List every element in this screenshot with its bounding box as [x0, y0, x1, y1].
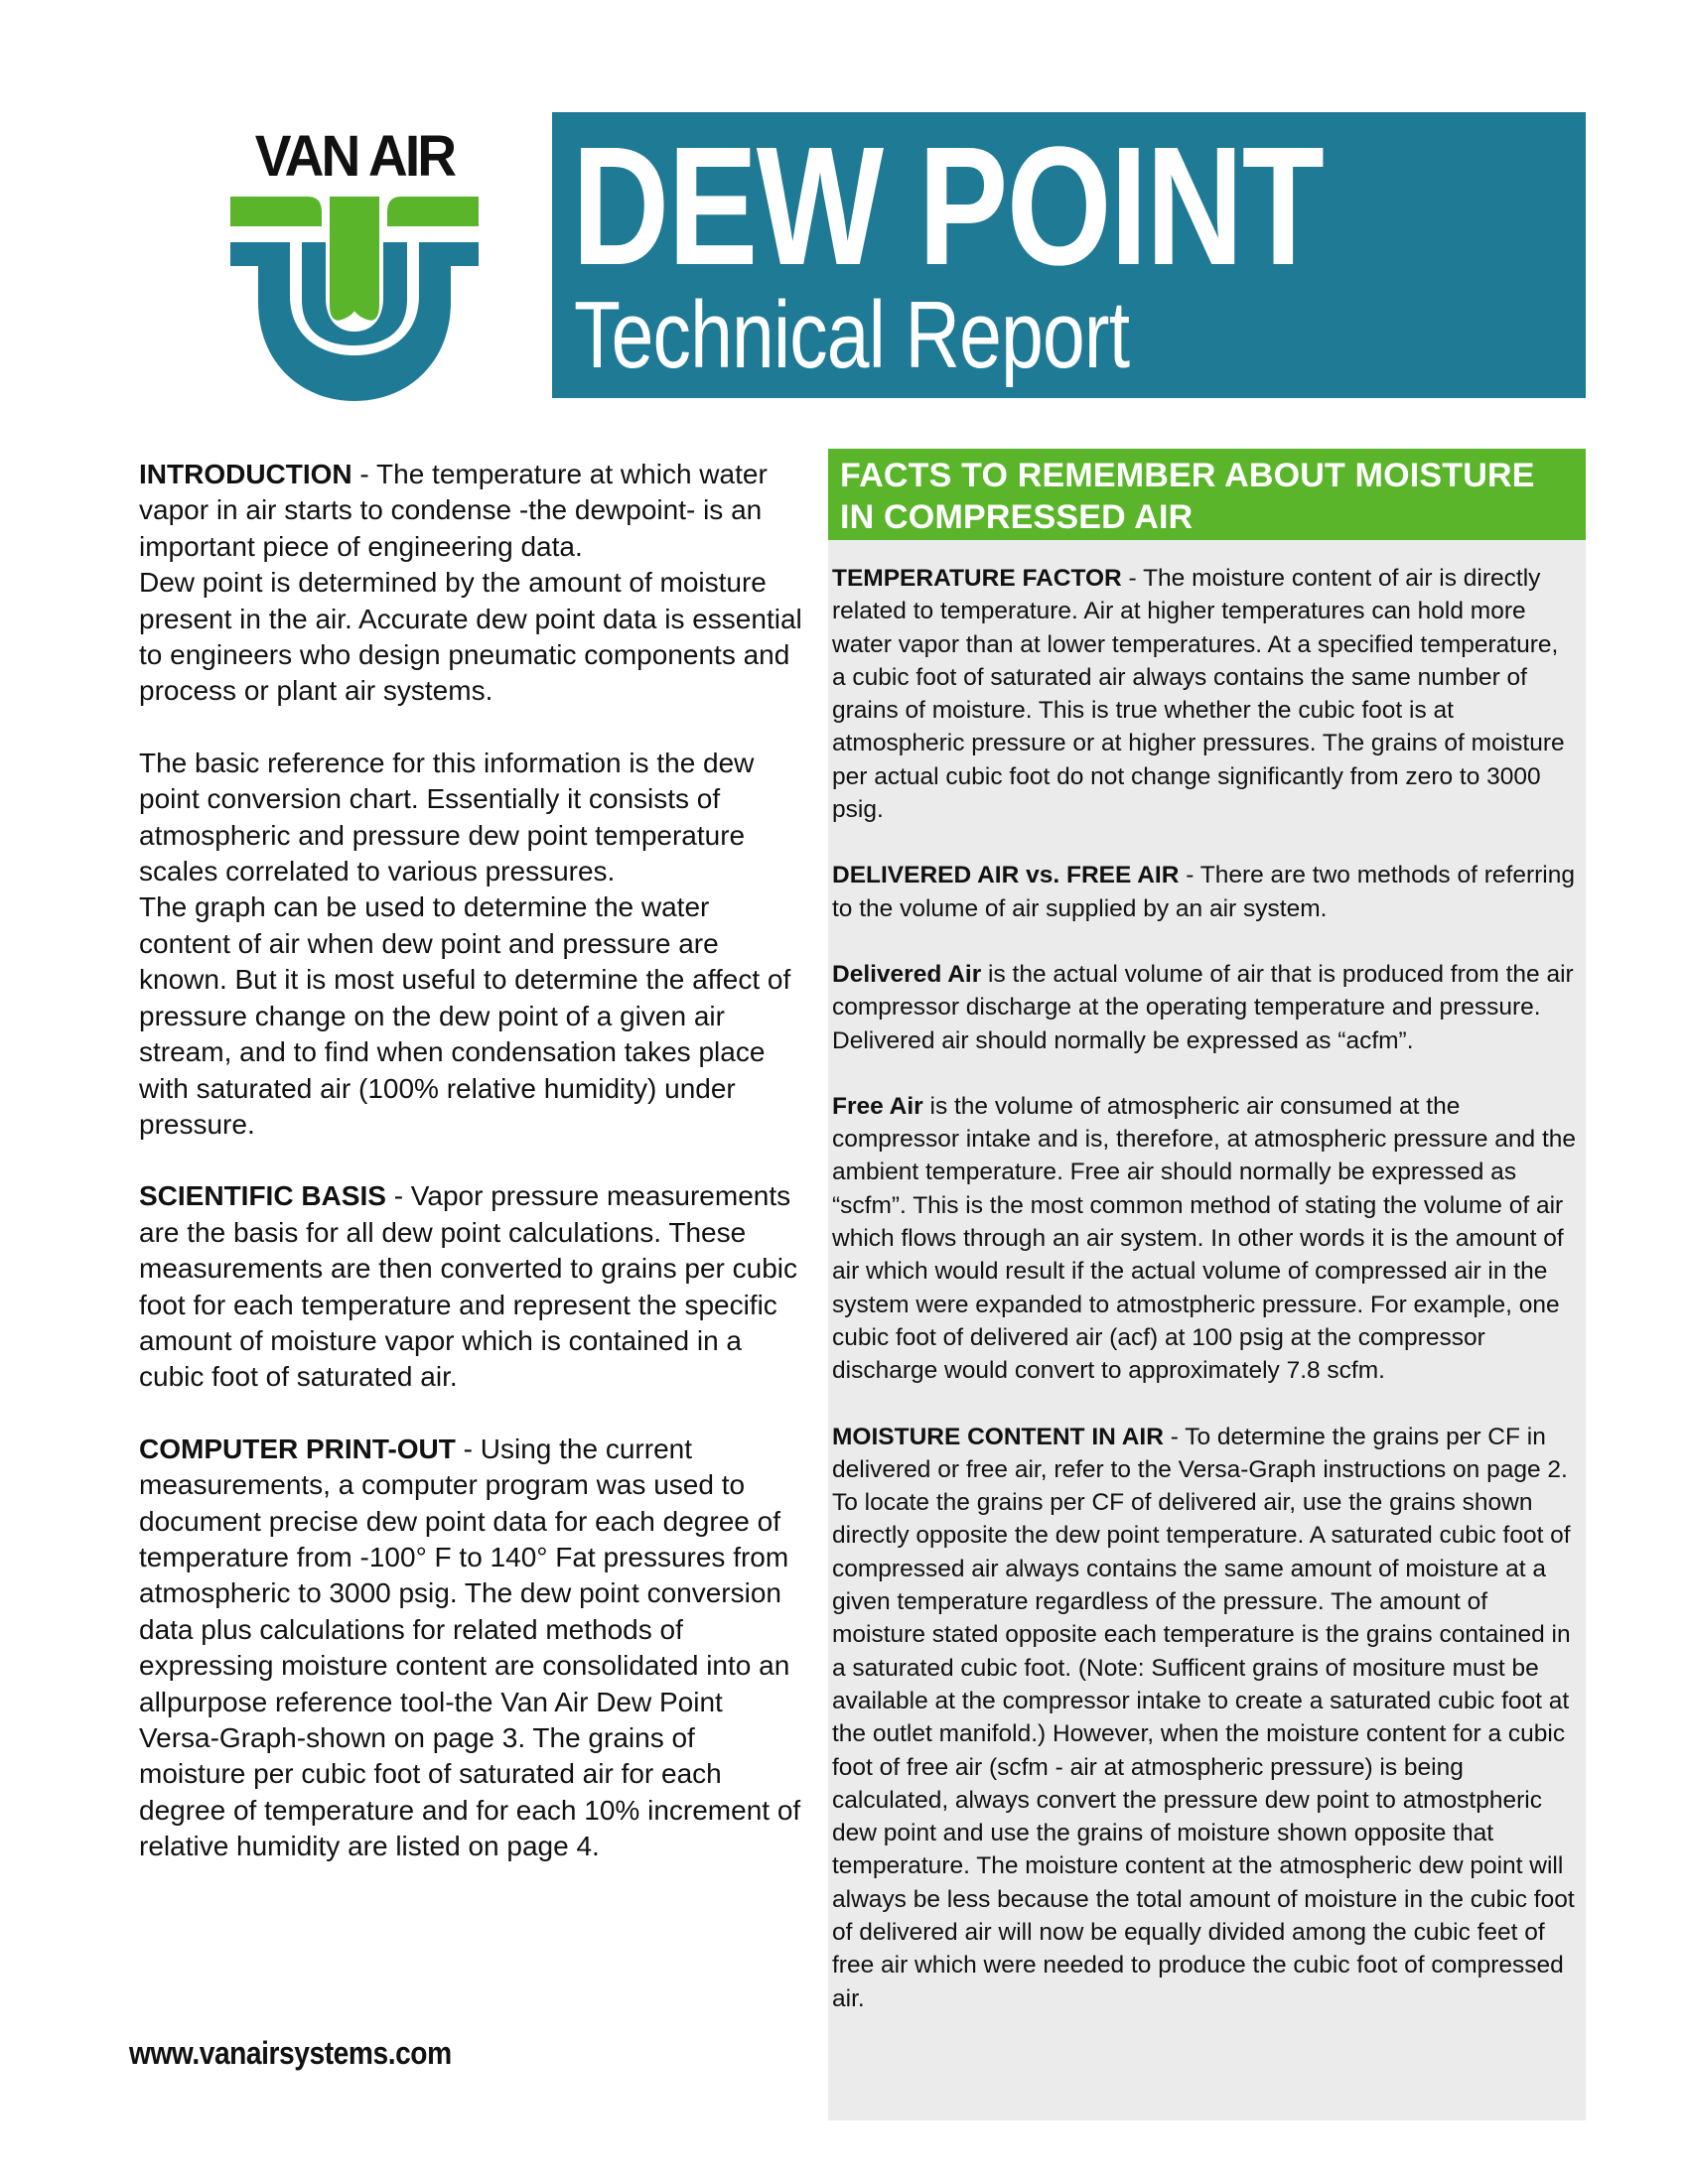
van-air-logo [230, 124, 479, 405]
left-column [139, 457, 804, 1901]
logo-wordmark: VAN AIR [254, 124, 455, 189]
intro-heading: INTRODUCTION [139, 459, 352, 489]
intro-text-1: - The temperature at which water vapor in air starts to condense -the dewpoint- is an important piece of engineering data. [139, 459, 768, 562]
basic-text-1: The basic reference for this information is the dew point conversion chart. Essentially it consists of atmospheric and pressure dew point temperature scales correlated to various pressures. [139, 747, 755, 887]
delivered-vs-free-text: - There are two methods of referring to the volume of air supplied by an air system. [832, 862, 1575, 922]
facts-panel [828, 540, 1586, 2120]
website-link[interactable]: www.vanairsystems.com [129, 2035, 452, 2071]
title-banner [552, 112, 1586, 398]
moisture-content-text: - To determine the grains per CF in delivered or free air, refer to the Versa-Graph instructions on page 2. To locate the grains per CF of delivered air, use the grains shown directly opposite the dew point temperature. A saturated cubic foot of compressed air always contains the same amount of moisture at a given temperature regardless of the pressure. The amount of moisture stated opposite each temperature is the grains contained in a saturated cubic foot. (Note: Sufficent grains of mositure must be available at the compressor intake to create a saturated cubic foot at the outlet manifold.) However, when the moisture content for a cubic foot of free air (scfm - air at atmospheric pressure) is being calculated, always convert the pressure dew point to atmostpheric dew point and use the grains of moisture shown opposite that temperature. The moisture content at the atmospheric dew point will always be less because the total amount of moisture in the cubic foot of delivered air will now be equally divided among the cubic feet of free air which were needed to produce the cubic foot of compressed air. [832, 1423, 1575, 2012]
scientific-basis-heading: SCIENTIFIC BASIS [139, 1180, 386, 1212]
delivered-air-paragraph [832, 958, 1578, 1057]
delivered-air-text: is the actual volume of air that is produced from the air compressor discharge at the operating temperature and pressure. Delivered air should normally be expressed as “acfm”. [832, 960, 1574, 1054]
intro-text-2: Dew point is determined by the amount of moisture present in the air. Accurate dew point data is essential to engineers who design pneumatic components and process or plant air systems. [139, 567, 802, 707]
facts-heading: FACTS TO REMEMBER ABOUT MOISTURE IN COMPRESSED AIR [828, 449, 1586, 540]
computer-printout-heading: COMPUTER PRINT-OUT [139, 1433, 456, 1464]
document-subtitle: Technical Report [574, 282, 1130, 388]
intro-paragraph [139, 457, 804, 710]
computer-printout-text: - Using the current measurements, a computer program was used to document precise dew point data for each degree of temperature from -100° F to 140° Fat pressures from atmospheric to 3000 psig. The dew point conversion data plus calculations for related methods of expressing moisture content are consolidated into an allpurpose reference tool-the Van Air Dew Point Versa-Graph-shown on page 3. The grains of moisture per cubic foot of saturated air for each degree of temperature and for each 10% increment of relative humidity are listed on page 4. [139, 1433, 801, 1862]
basic-text-2: The graph can be used to determine the water content of air when dew point and pressure are known. But it is most useful to determine the affect of pressure change on the dew point of a given air stream, and to find when condensation takes place with saturated air (100% relative humidity) under pressure. [139, 891, 791, 1140]
delivered-vs-free-heading: DELIVERED AIR vs. FREE AIR [832, 862, 1180, 889]
scientific-basis-text: - Vapor pressure measurements are the basis for all dew point calculations. These measurements are then converted to grains per cubic foot for each temperature and represent the specific amount of moisture vapor which is contained in a cubic foot of saturated air. [139, 1180, 798, 1393]
delivered-vs-free-paragraph [832, 859, 1578, 925]
free-air-text: is the volume of atmospheric air consumed at the compressor intake and is, therefore, at atmospheric pressure and the ambient temperature. Free air should normally be expressed as “scfm”. This is the most common method of stating the volume of air which flows through an air system. In other words it is the amount of air which would result if the actual volume of compressed air in the system were expanded to atmostpheric pressure. For example, one cubic foot of delivered air (acf) at 100 psig at the compressor discharge would convert to approximately 7.8 scfm. [832, 1092, 1576, 1385]
temperature-factor-text: - The moisture content of air is directly related to temperature. Air at higher temperatures can hold more water vapor than at lower temperatures. At a specified temperature, a cubic foot of saturated air always contains the same number of grains of moisture. This is true whether the cubic foot is at atmospheric pressure or at higher pressures. The grains of moisture per actual cubic foot do not change significantly from zero to 3000 psig. [832, 565, 1565, 824]
free-air-heading: Free Air [832, 1092, 923, 1120]
temperature-factor-paragraph [832, 562, 1578, 826]
computer-printout-paragraph [139, 1432, 804, 1865]
scientific-basis-paragraph [139, 1178, 804, 1395]
moisture-content-heading: MOISTURE CONTENT IN AIR [832, 1423, 1164, 1450]
logo-v-icon [230, 187, 479, 405]
delivered-air-heading: Delivered Air [832, 960, 982, 988]
basic-reference-paragraph [139, 746, 804, 1143]
moisture-content-paragraph [832, 1421, 1578, 2015]
free-air-paragraph [832, 1090, 1578, 1388]
temperature-factor-heading: TEMPERATURE FACTOR [832, 565, 1122, 592]
document-title: DEW POINT [572, 112, 1324, 301]
